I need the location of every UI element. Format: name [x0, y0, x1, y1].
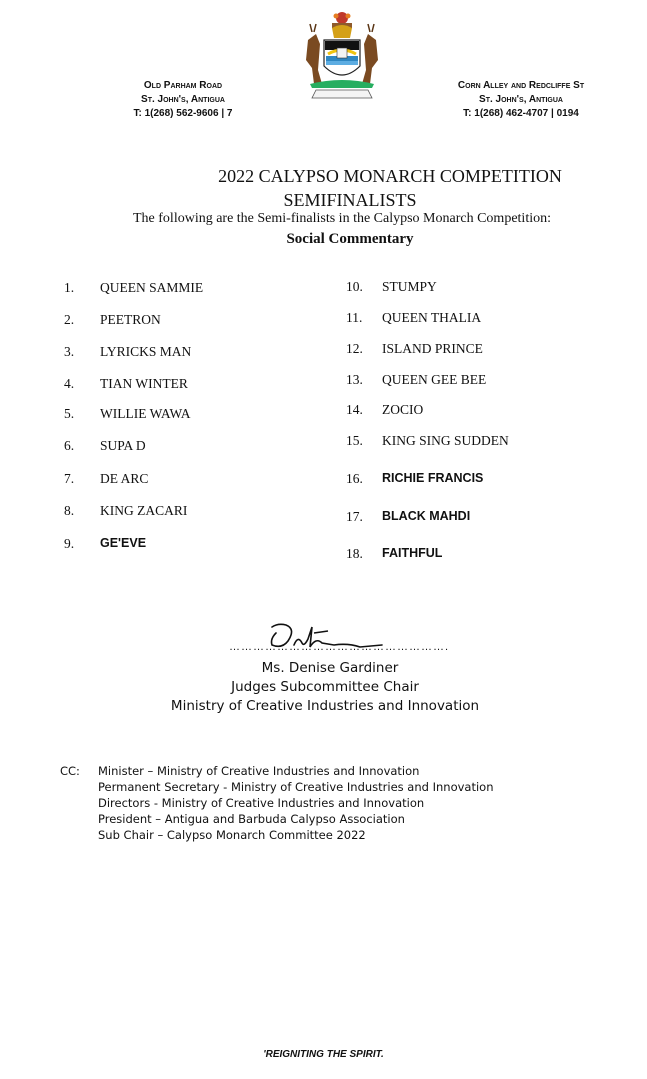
list-item-name: QUEEN THALIA — [382, 310, 482, 325]
list-item-name: WILLIE WAWA — [100, 406, 191, 421]
right-address-street: Corn Alley and Redcliffe St — [457, 80, 585, 91]
list-item-name: FAITHFUL — [382, 546, 443, 560]
left-address-phone: T: 1(268) 562-9606 | 7 — [133, 108, 233, 119]
list-item-name: KING ZACARI — [100, 503, 188, 518]
document-title: 2022 CALYPSO MONARCH COMPETITION — [218, 166, 562, 186]
list-item-number: 6. — [64, 438, 75, 453]
list-item-number: 10. — [346, 279, 363, 294]
list-item-name: RICHIE FRANCIS — [382, 471, 484, 485]
document-subtitle: SEMIFINALISTS — [283, 190, 417, 210]
list-item-number: 1. — [64, 280, 75, 295]
left-address-block — [103, 79, 263, 121]
list-item-number: 2. — [64, 312, 75, 327]
left-address-street: Old Parham Road — [143, 80, 223, 91]
left-address-city: St. John's, Antigua — [141, 94, 225, 105]
cc-recipient: President – Antigua and Barbuda Calypso Association — [98, 812, 405, 826]
list-item-number: 4. — [64, 376, 75, 391]
cc-recipient: Permanent Secretary - Ministry of Creative Industries and Innovation — [98, 780, 494, 794]
list-item-number: 11. — [346, 310, 363, 325]
list-item-number: 8. — [64, 503, 75, 518]
cc-list — [98, 763, 618, 843]
list-item-name: DE ARC — [100, 471, 149, 486]
right-address-city: St. John's, Antigua — [479, 94, 563, 105]
list-item-name: ZOCIO — [382, 402, 424, 417]
list-item-number: 18. — [346, 546, 363, 561]
list-item-name: QUEEN SAMMIE — [100, 280, 204, 295]
list-item-number: 3. — [64, 344, 75, 359]
list-item-name: ISLAND PRINCE — [382, 341, 483, 356]
list-item-number: 5. — [64, 406, 75, 421]
list-item-name: BLACK MAHDI — [382, 509, 471, 523]
list-item-number: 12. — [346, 341, 363, 356]
right-address-block — [432, 79, 610, 121]
signature-line: ………………………………………………. — [228, 641, 450, 653]
list-item-name: PEETRON — [100, 312, 161, 327]
list-item-number: 9. — [64, 536, 75, 551]
signatory-name: Ms. Denise Gardiner — [261, 660, 399, 676]
coat-of-arms-icon — [302, 10, 382, 102]
list-item-number: 13. — [346, 372, 363, 387]
intro-text: The following are the Semi-finalists in the Calypso Monarch Competition: — [133, 211, 551, 226]
list-item-number: 15. — [346, 433, 363, 448]
list-item-number: 14. — [346, 402, 363, 417]
cc-recipient: Sub Chair – Calypso Monarch Committee 2022 — [98, 828, 366, 842]
signatory-ministry: Ministry of Creative Industries and Innovation — [170, 698, 480, 714]
list-item-name: TIAN WINTER — [100, 376, 188, 391]
list-item-number: 16. — [346, 471, 363, 486]
cc-label: CC: — [60, 764, 80, 778]
list-item-name: QUEEN GEE BEE — [382, 372, 487, 387]
cc-recipient: Directors - Ministry of Creative Industries and Innovation — [98, 796, 425, 810]
list-item-name: GE'EVE — [100, 536, 147, 550]
category-heading: Social Commentary — [286, 231, 414, 247]
list-item-name: LYRICKS MAN — [100, 344, 192, 359]
list-item-number: 17. — [346, 509, 363, 524]
list-item-name: KING SING SUDDEN — [382, 433, 509, 448]
right-address-phone: T: 1(268) 462-4707 | 0194 — [463, 108, 579, 119]
cc-recipient: Minister – Ministry of Creative Industries and Innovation — [98, 764, 420, 778]
signatory-role: Judges Subcommittee Chair — [231, 679, 419, 695]
list-item-name: STUMPY — [382, 279, 437, 294]
list-item-name: SUPA D — [100, 438, 146, 453]
footer-slogan: 'REIGNITING THE SPIRIT. — [263, 1049, 384, 1060]
list-item-number: 7. — [64, 471, 75, 486]
